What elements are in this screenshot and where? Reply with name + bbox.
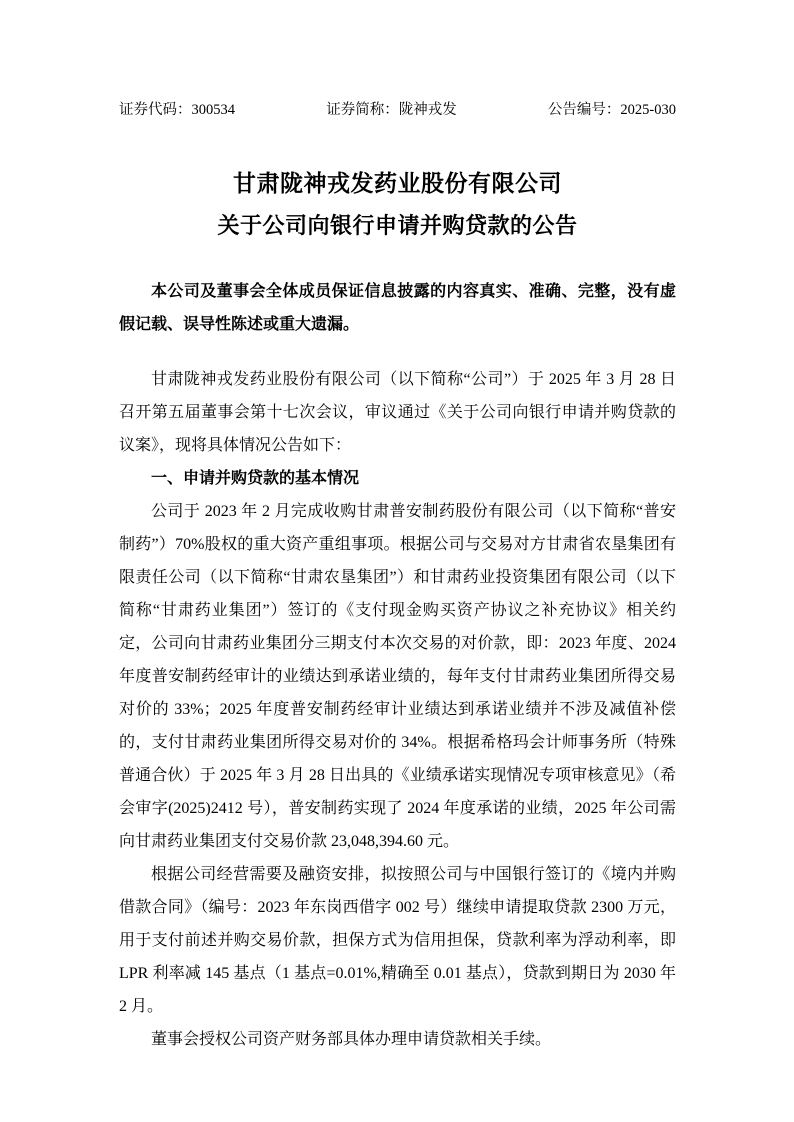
company-name-title: 甘肃陇神戎发药业股份有限公司 xyxy=(233,171,562,196)
intro-paragraph: 甘肃陇神戎发药业股份有限公司（以下简称“公司”）于 2025 年 3 月 28 日召开第五届董事会第十七次会议，审议通过《关于公司向银行申请并购贷款的议案》，现将具体情况公告如下： xyxy=(119,371,676,454)
document-body xyxy=(119,363,676,1056)
acquisition-background-paragraph: 公司于 2023 年 2 月完成收购甘肃普安制药股份有限公司（以下简称“普安制药”）70%股权的重大资产重组事项。根据公司与交易对方甘肃省农垦集团有限责任公司（以下简称“甘肃农垦集团”）和甘肃药业投资集团有限公司（以下简称“甘肃药业集团”）签订的《支付现金购买资产协议之补充协议》相关约定，公司向甘肃药业集团分三期支付本次交易的对价款，即：2023 年度、2024 年度普安制药经审计的业绩达到承诺业绩的，每年支付甘肃药业集团所得交易对价的 33%；2025 年度普安制药经审计业绩达到承诺业绩并不涉及减值补偿的，支付甘肃药业集团所得交易对价的 34%。根据希格玛会计师事务所（特殊普通合伙）于 2025 年 3 月 28 日出具的《业绩承诺实现情况专项审核意见》（希会审字(2025)2412 号），普安制药实现了 2024 年度承诺的业绩，2025 年公司需向甘肃药业集团支付交易价款 23,048,394.60 元。 xyxy=(119,503,676,850)
stock-code: 证券代码：300534 xyxy=(119,102,235,118)
stock-abbreviation: 证券简称：陇神戎发 xyxy=(326,102,457,118)
announcement-title: 关于公司向银行申请并购贷款的公告 xyxy=(217,213,578,238)
title-block xyxy=(119,163,676,247)
page-content xyxy=(119,0,676,1056)
announcement-number: 公告编号：2025-030 xyxy=(547,102,676,118)
section-1-heading: 一、申请并购贷款的基本情况 xyxy=(151,470,360,487)
loan-plan-paragraph: 根据公司经营需要及融资安排，拟按照公司与中国银行签订的《境内并购借款合同》（编号：2023 年东岗西借字 002 号）继续申请提取贷款 2300 万元，用于支付前述并购交易价款，担保方式为信用担保，贷款利率为浮动利率，即 LPR 利率减 145 基点（1 基点=0.01%,精确至 0.01 基点），贷款到期日为 2030 年 2 月。 xyxy=(119,866,676,1015)
board-declaration: 本公司及董事会全体成员保证信息披露的内容真实、准确、完整，没有虚假记载、误导性陈述或重大遗漏。 xyxy=(119,283,676,333)
authorization-paragraph: 董事会授权公司资产财务部具体办理申请贷款相关手续。 xyxy=(151,1031,552,1048)
document-header xyxy=(119,101,676,119)
